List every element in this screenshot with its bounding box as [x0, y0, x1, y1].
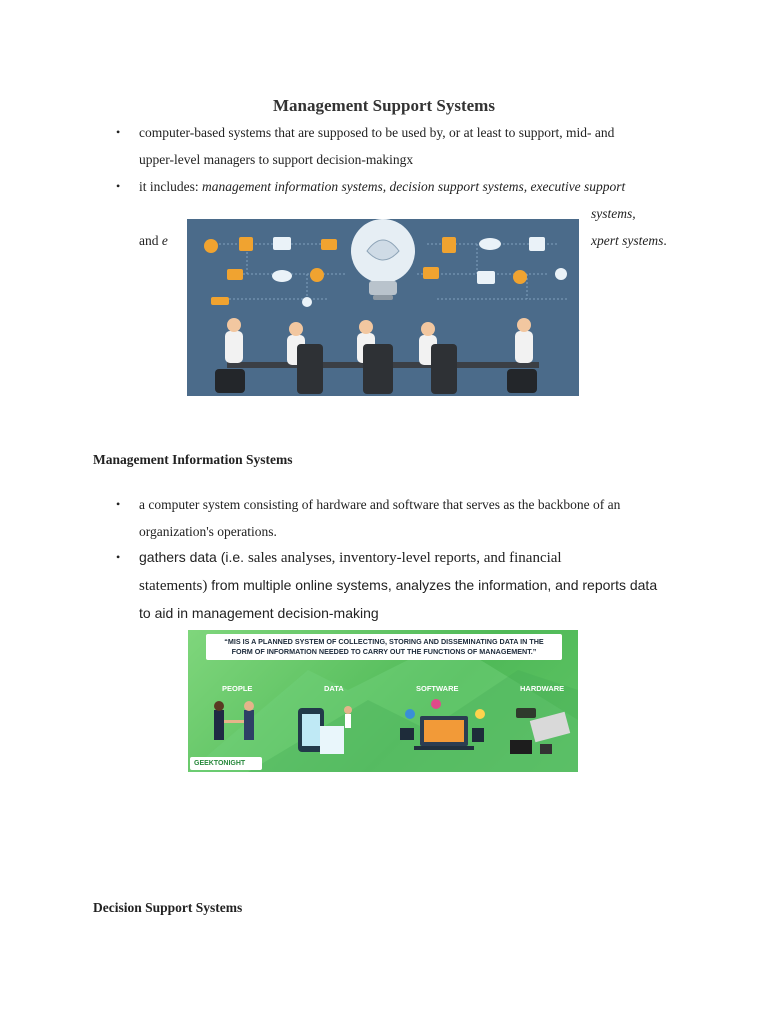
people-icon	[423, 267, 439, 279]
bar-chart-icon	[529, 237, 545, 251]
section-heading-mis: Management Information Systems	[93, 452, 293, 467]
magnifier-icon	[555, 268, 567, 280]
meeting-illustration-art	[187, 219, 579, 396]
category-hardware: HARDWARE	[520, 684, 565, 693]
bullet-text: a computer system consisting of hardware and software that serves as the backbone of an organization's operations.	[139, 497, 621, 539]
geektonight-logo: GEEKTONIGHT	[190, 757, 262, 770]
software-laptop-icon	[400, 699, 485, 750]
bullet-text: it includes: management information systems, decision support systems, executive support	[139, 179, 626, 194]
handshake-people-icon	[214, 701, 254, 740]
gear-icon	[204, 239, 218, 253]
wrapped-text: and e	[139, 233, 168, 248]
category-data: DATA	[324, 684, 344, 693]
person-card-icon	[239, 237, 253, 251]
cloud-icon	[272, 270, 292, 282]
quote-text: “MIS IS A PLANNED SYSTEM OF COLLECTING, STORING AND DISSEMINATING DATA IN THE FORM OF INFORMATION NEEDED TO CARRY OUT THE FUNCTIONS OF MANAGEMENT.”	[224, 637, 544, 656]
node-icon	[302, 297, 312, 307]
wrapped-text: xpert systems.	[591, 233, 667, 248]
bullet-marker: •	[116, 179, 121, 193]
data-phone-icon	[298, 706, 352, 754]
dollar-icon	[513, 270, 527, 284]
bullet-marker: •	[116, 125, 121, 139]
category-people: PEOPLE	[222, 684, 253, 693]
credit-card-icon	[321, 239, 337, 250]
hardware-devices-icon	[510, 708, 570, 754]
bullet-text: gathers data (i.e. sales analyses, inventory-level reports, and financial statements) from multiple online systems, analyzes the information, and reports data to aid in management decision-making	[139, 549, 658, 621]
quote-box	[206, 634, 562, 660]
bullet-marker: •	[116, 550, 121, 564]
page-title: Management Support Systems	[273, 96, 495, 115]
clock-icon	[310, 268, 324, 282]
cloud-icon	[479, 238, 501, 250]
bullet-marker: •	[116, 497, 121, 511]
chart-window-icon	[273, 237, 291, 250]
chat-icon	[227, 269, 243, 280]
wrapped-text: systems,	[591, 206, 636, 221]
meeting-illustration	[187, 219, 579, 396]
document-icon	[442, 237, 456, 253]
bullet-text: computer-based systems that are supposed to be used by, or at least to support, mid- and upper-level managers to support decision-makingx	[139, 125, 615, 167]
mis-infographic	[188, 630, 578, 772]
screen-icon	[477, 271, 495, 284]
section-heading-dss: Decision Support Systems	[93, 900, 243, 915]
toggle-icon	[211, 297, 229, 305]
category-software: SOFTWARE	[416, 684, 459, 693]
